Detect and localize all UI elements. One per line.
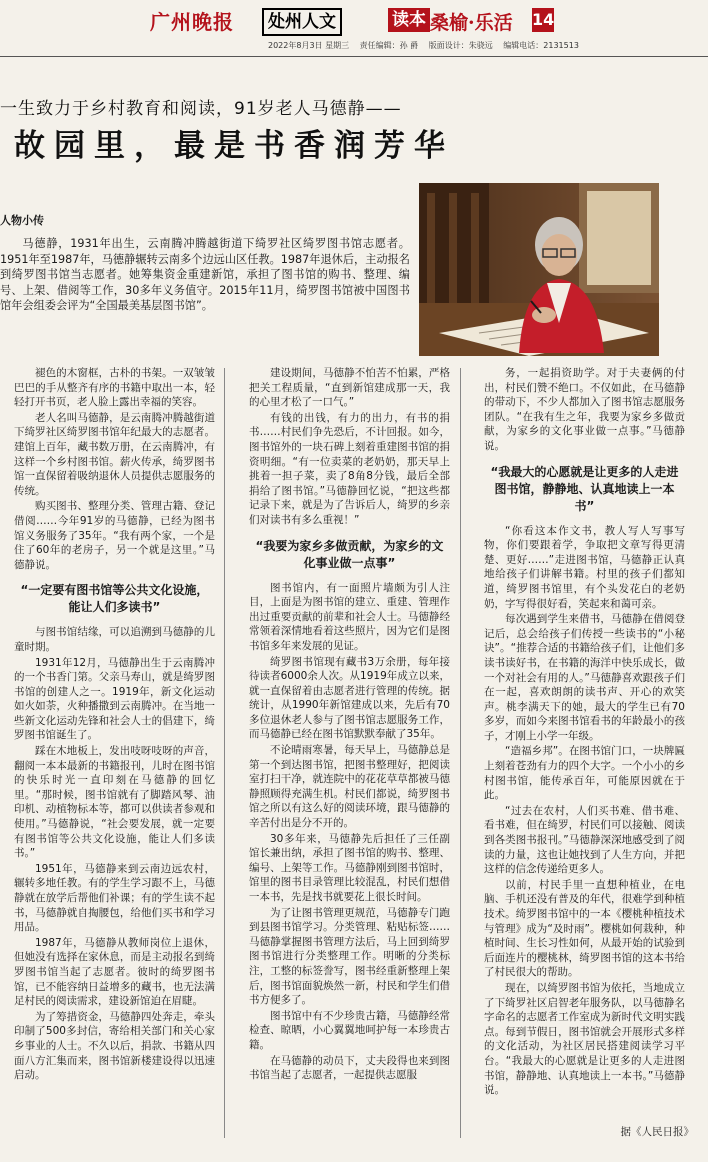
paragraph: 为了让图书管理更规范，马德静专门跑到县图书馆学习。分类管理、粘贴标签……马德静掌握图书管理方法后，马上回到绮罗图书馆进行分类整理工作。明晰的分类标注，工整的标签誊写，图书经重新整理上架后，图书馆面貌焕然一新，村民和学生们借书方便多了。 — [249, 906, 450, 1007]
section-subhead: “我要为家乡多做贡献，为家乡的文化事业做一点事” — [255, 538, 444, 570]
paragraph: 绮罗图书馆现有藏书3万余册，每年接待读者6000余人次。从1919年成立以来，就一直保留着由志愿者进行管理的传统。据统计，从1990年新馆建成以来，先后有70多位退休老人参与了图书馆志愿服务工作，而马德静已经在图书馆默默奉献了35年。 — [249, 655, 450, 741]
article-column-2 — [249, 366, 450, 1126]
article-subtitle: 一生致力于乡村教育和阅读，91岁老人马德静—— — [0, 99, 402, 119]
page-number: 14 — [532, 8, 554, 32]
paragraph: 图书馆内，有一面照片墙颇为引人注目，上面是为图书馆的建立、重建、管理作出过重要贡献的前辈和社会人士。马德静经常领着深情地看着这些照片，因为它们是图书馆多年来发展的见证。 — [249, 581, 450, 652]
paragraph: 有钱的出钱，有力的出力，有书的捐书……村民们争先恐后，不计回报。如今，图书馆外的一块石碑上刻着重建图书馆的捐资明细。“有一位卖菜的老奶奶，那天早上挑着一担子菜，卖了8角8分钱，最后全部捐给了图书馆。”马德静回忆说，“把这些都记录下来，就是为了告诉后人，绮罗的乡亲们对读书有多么重视！” — [249, 411, 450, 526]
article-column-1 — [14, 366, 215, 1126]
paragraph: 不论晴雨寒暑，每天早上，马德静总是第一个到达图书馆，把图书整理好，把阅读室打扫干净，就连院中的花花草草都被马德静照顾得充满生机。村民们都说，绮罗图书馆之所以有这么好的阅读环境，跟马德静的辛苦付出是分不开的。 — [249, 744, 450, 830]
section-subhead: “一定要有图书馆等公共文化设施，能让人们多读书” — [20, 583, 209, 615]
article-column-3 — [484, 366, 685, 1126]
header-rule — [0, 56, 708, 57]
paragraph: 现在，以绮罗图书馆为依托，当地成立了下绮罗社区启智老年服务队，以马德静名字命名的志愿者工作室成为新时代文明实践点。每到节假日，图书馆就会开展形式多样的文化活动，为社区居民搭建阅读学习平台。“我最大的心愿就是让更多的人走进图书馆，静静地、认真地读上一本书。”马德静说。 — [484, 981, 685, 1097]
paragraph: 以前，村民手里一直想种植业，在电脑、手机还没有普及的年代，很难学到种植技术。绮罗图书馆中的一本《樱桃种植技术与管理》成为“及时雨”。樱桃如何栽种，种植时间、生长习性如何，从最开始的试验到后面连片的樱桃林，绮罗图书馆的这本书给了村民很大的帮助。 — [484, 878, 685, 979]
profile-text: 马德静，1931年出生，云南腾冲腾越街道下绮罗社区绮罗图书馆志愿者。1951年至1987年，马德静辗转云南多个边远山区任教。1987年退休后，主动报名到绮罗图书馆当志愿者。她筹集资金重建新馆，承担了图书馆的购书、整理、编号、上架、借阅等工作，30多年义务值守。2015年11月，绮罗图书馆被中国图书馆年会组委会评为“全国最美基层图书馆”。 — [0, 237, 410, 313]
paragraph: 在马德静的动员下，丈夫段得也来到图书馆当起了志愿者，一起提供志愿服 — [249, 1054, 450, 1082]
paragraph: 褪色的木窗框，古朴的书架。一双皱皱巴巴的手从整齐有序的书籍中取出一本，轻轻打开书页，老人脸上露出幸福的笑容。 — [14, 367, 215, 409]
column-divider — [224, 368, 225, 1138]
section-subhead: “我最大的心愿就是让更多的人走进图书馆，静静地、认真地读上一本书” — [490, 464, 679, 513]
issue-meta — [268, 40, 587, 51]
profile-heading: 人物小传 — [0, 214, 44, 227]
editor-phone: 编辑电话：2131513 — [503, 41, 579, 50]
newspaper-brand: 广州晚报 — [150, 10, 234, 34]
article-title: 故园里，最是书香润芳华 — [14, 128, 454, 164]
paragraph: 与图书馆结缘，可以追溯到马德静的儿童时期。 — [14, 626, 215, 653]
issue-date: 2022年8月3日 星期三 — [268, 41, 350, 50]
editor-credit: 责任编辑：孙 爵 — [359, 41, 419, 50]
paragraph: 图书馆中有不少珍贵古籍，马德静经常检查、晾晒，小心翼翼地呵护每一本珍贵古籍。 — [249, 1009, 450, 1051]
newspaper-header — [0, 0, 708, 62]
paragraph: 1951年，马德静来到云南边远农村，辗转多地任教。有的学生学习跟不上，马德静就在放学后帮他们补课；有的学生读不起书，马德静就自掏腰包，给他们买书和学习用品。 — [14, 862, 215, 934]
article-source: 据《人民日报》 — [620, 1126, 694, 1138]
column-divider — [460, 368, 461, 1138]
portrait-photo — [419, 183, 659, 356]
paragraph: 30多年来，马德静先后担任了三任副馆长兼出纳，承担了图书馆的购书、整理、编号、上架等工作。马德静刚到图书馆时，馆里的图书目录管理比较混乱，村民们想借一本书，先是找书就要花上很长时间。 — [249, 832, 450, 903]
paragraph: “过去在农村，人们买书难、借书难、看书难，但在绮罗，村民们可以接触、阅读到各类图书报刊。”马德静深深地感受到了阅读的力量，这也让她找到了人生方向，并把这样的信念传递给更多人。 — [484, 804, 685, 876]
paragraph: 务，一起捐资助学。对于夫妻俩的付出，村民们赞不绝口。不仅如此，在马德静的带动下，不少人都加入了图书馆志愿服务团队。“在我有生之年，我要为家乡多做贡献，为家乡的文化事业做一点事。”马德静说。 — [484, 367, 685, 452]
section-label: 处州人文 — [262, 8, 342, 36]
paragraph: 1987年，马德静从教师岗位上退休，但她没有选择在家休息，而是主动报名到绮罗图书馆当起了志愿者。彼时的绮罗图书馆，已不能容纳日益增多的藏书，也无法满足村民的阅读需求，建设新馆迫在眉睫。 — [14, 936, 215, 1008]
designer-credit: 版面设计：朱骁远 — [428, 41, 493, 50]
paragraph: “造福乡邦”。在图书馆门口，一块牌匾上刻着苍劲有力的四个大字。一个小小的乡村图书馆，能传承百年，可能原因就在于此。 — [484, 745, 685, 802]
reading-badge: 读本 — [388, 8, 430, 32]
paragraph: 老人名叫马德静，是云南腾冲腾越街道下绮罗社区绮罗图书馆年纪最大的志愿者。建馆上百年，藏书数万册，在云南腾冲，有这样一个乡村图书馆。薪火传承，绮罗图书馆一直保留着吸纳退休人员提供志愿服务的传统。 — [14, 411, 215, 497]
paragraph: 为了筹措资金，马德静四处奔走，牵头印制了500多封信，寄给相关部门和关心家乡事业的人士。不久以后，捐款、书籍从四面八方汇集而来，图书馆新楼建设得以迅速启动。 — [14, 1010, 215, 1082]
page-name: 桑榆·乐活 — [430, 12, 513, 34]
paragraph: “你看这本作文书，教人写人写事写物，你们要跟着学，争取把文章写得更清楚、更好……”走进图书馆，马德静正认真地给孩子们讲解书籍。村里的孩子们都知道，绮罗图书馆里，有个头发花白的老奶奶，字写得很好看，笑起来和蔼可亲。 — [484, 524, 685, 610]
paragraph: 踩在木地板上，发出吱呀吱呀的声音，翻阅一本本最新的书籍报刊，儿时在图书馆的快乐时光一直印刻在马德静的回忆里。“那时候，图书馆就有了脚踏风琴、油印机、动植物标本等，都可以供读者参观和使用。”马德静说，“社会要发展，就一定要有图书馆等公共文化设施，能让人们多读书。” — [14, 745, 215, 860]
paragraph: 建设期间，马德静不怕苦不怕累，严格把关工程质量，“直到新馆建成那一天，我的心里才松了一口气。” — [249, 367, 450, 409]
paragraph: 每次遇到学生来借书，马德静在借阅登记后，总会给孩子们传授一些读书的“小秘诀”。“推荐合适的书籍给孩子们，让他们多读书读好书，在书籍的海洋中快乐成长，做一个对社会有用的人。”马德静喜欢跟孩子们在一起，喜欢朗朗的读书声、开心的欢笑声。桃李满天下的她，最大的学生已有70多岁，而如今来图书馆看书的年龄最小的孩子，才刚上小学一年级。 — [484, 613, 685, 742]
paragraph: 1931年12月，马德静出生于云南腾冲的一个书香门第。父亲马寿山，就是绮罗图书馆的创建人之一。1919年，新文化运动如火如荼，火种播撒到云南腾冲。在当地一些新文化运动先锋和社会人士的倡建下，绮罗图书馆诞生了。 — [14, 656, 215, 742]
paragraph: 购买图书、整理分类、管理古籍、登记借阅……今年91岁的马德静，已经为图书馆义务服务了35年。“我有两个家，一个是住了60年的老房子，另一个就是这里。”马德静说。 — [14, 500, 215, 571]
